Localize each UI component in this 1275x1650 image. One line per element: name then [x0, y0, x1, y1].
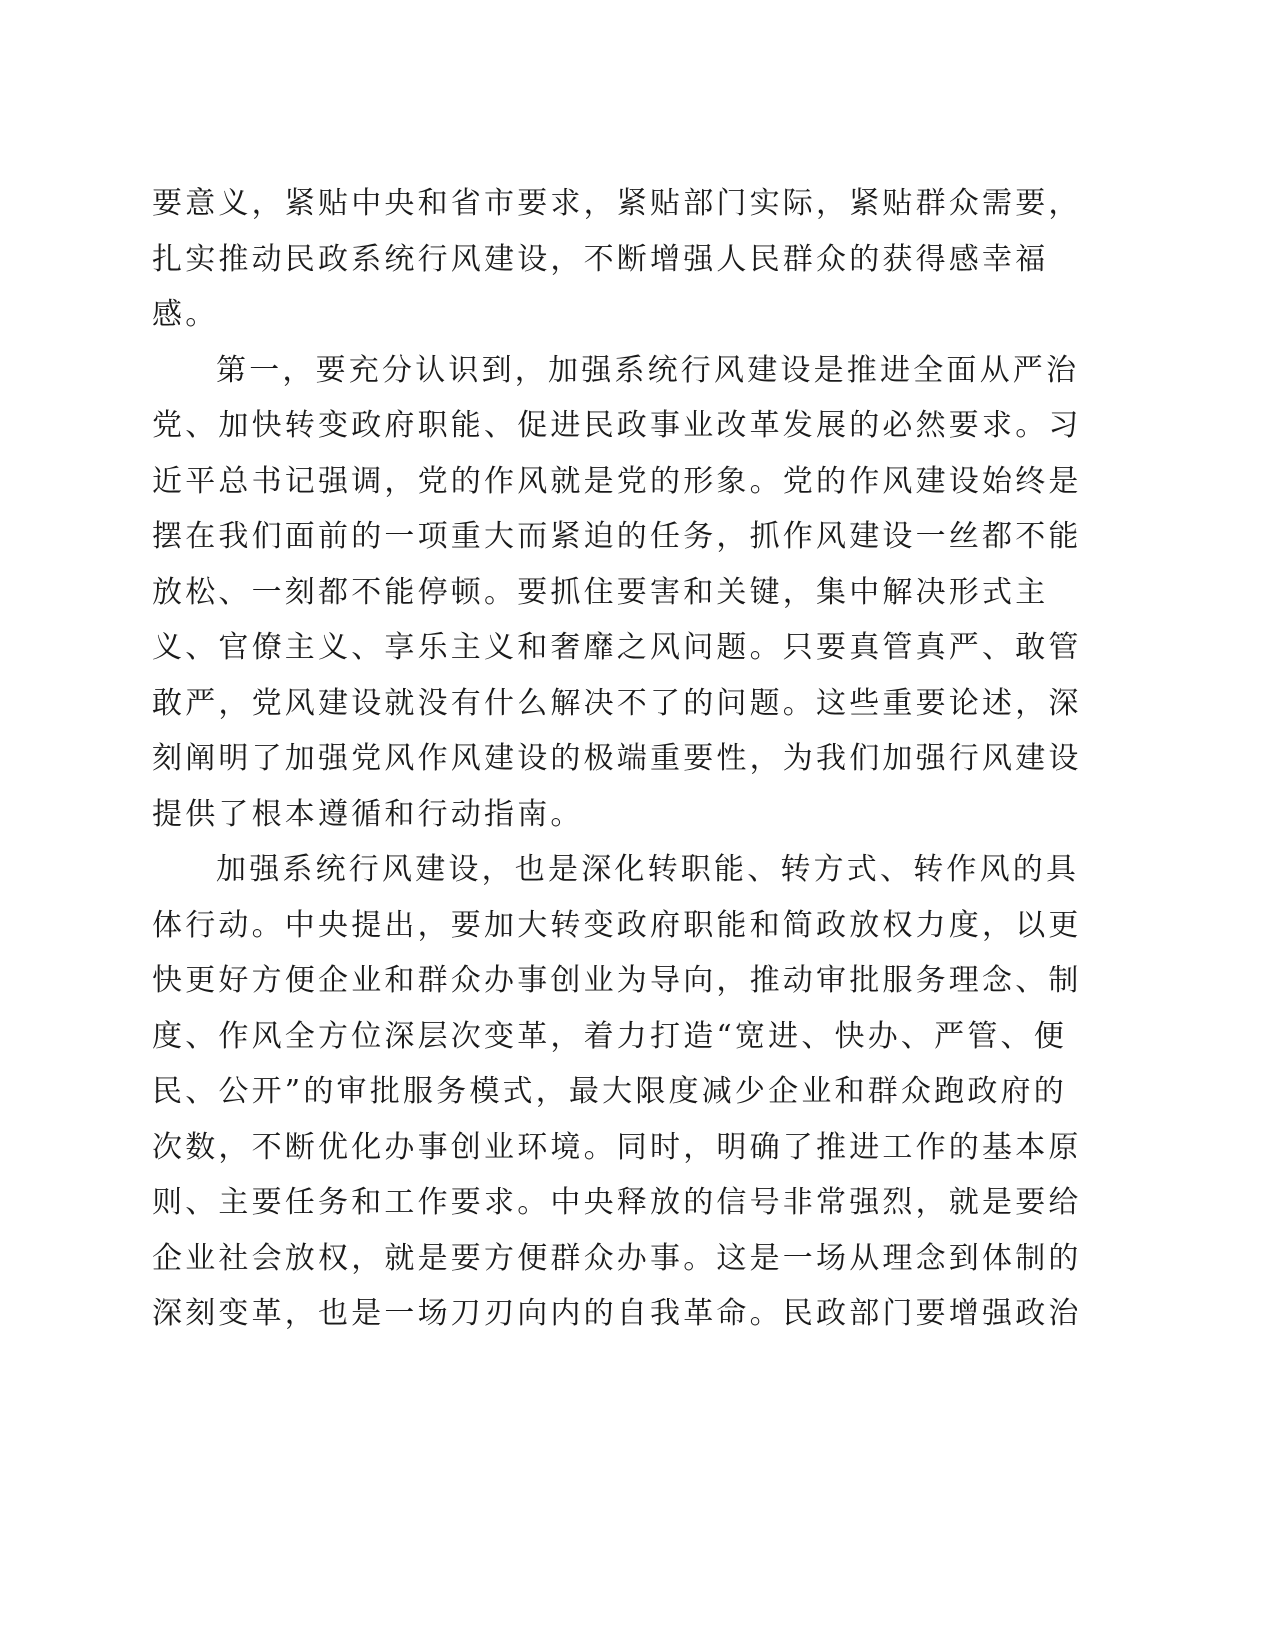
text-line: 则、主要任务和工作要求。中央释放的信号非常强烈，就是要给 — [152, 1185, 1082, 1220]
text-line: 度、作风全方位深层次变革，着力打造“宽进、快办、严管、便 — [152, 1018, 1067, 1054]
document-body — [152, 176, 1082, 1342]
text-line: 提供了根本遵循和行动指南。 — [152, 796, 584, 832]
text-line: 次数，不断优化办事创业环境。同时，明确了推进工作的基本原 — [152, 1129, 1082, 1165]
text-line: 近平总书记强调，党的作风就是党的形象。党的作风建设始终是 — [152, 463, 1082, 499]
text-line: 加强系统行风建设，也是深化转职能、转方式、转作风的具 — [216, 852, 1080, 887]
text-line: 摆在我们面前的一项重大而紧迫的任务，抓作风建设一丝都不能 — [152, 519, 1082, 554]
paragraph — [152, 176, 1082, 343]
text-line: 义、官僚主义、享乐主义和奢靡之风问题。只要真管真严、敢管 — [152, 630, 1082, 665]
text-line: 深刻变革，也是一场刀刃向内的自我革命。民政部门要增强政治 — [152, 1296, 1082, 1331]
text-line: 民、公开”的审批服务模式，最大限度减少企业和群众跑政府的 — [152, 1074, 1067, 1109]
text-line: 党、加快转变政府职能、促进民政事业改革发展的必然要求。习 — [152, 408, 1082, 443]
text-line: 要意义，紧贴中央和省市要求，紧贴部门实际，紧贴群众需要， — [152, 186, 1082, 221]
text-line: 体行动。中央提出，要加大转变政府职能和简政放权力度，以更 — [152, 907, 1082, 943]
text-line: 第一，要充分认识到，加强系统行风建设是推进全面从严治 — [216, 352, 1080, 388]
text-line: 企业社会放权，就是要方便群众办事。这是一场从理念到体制的 — [152, 1240, 1082, 1276]
text-line: 快更好方便企业和群众办事创业为导向，推动审批服务理念、制 — [152, 963, 1082, 998]
paragraph — [152, 343, 1082, 843]
text-line: 刻阐明了加强党风作风建设的极端重要性，为我们加强行风建设 — [152, 741, 1082, 776]
text-line: 扎实推动民政系统行风建设，不断增强人民群众的获得感幸福 — [152, 241, 1049, 277]
text-line: 感。 — [152, 297, 219, 332]
text-line: 敢严，党风建设就没有什么解决不了的问题。这些重要论述，深 — [152, 685, 1082, 721]
paragraph — [152, 842, 1082, 1342]
text-line: 放松、一刻都不能停顿。要抓住要害和关键，集中解决形式主 — [152, 574, 1049, 610]
